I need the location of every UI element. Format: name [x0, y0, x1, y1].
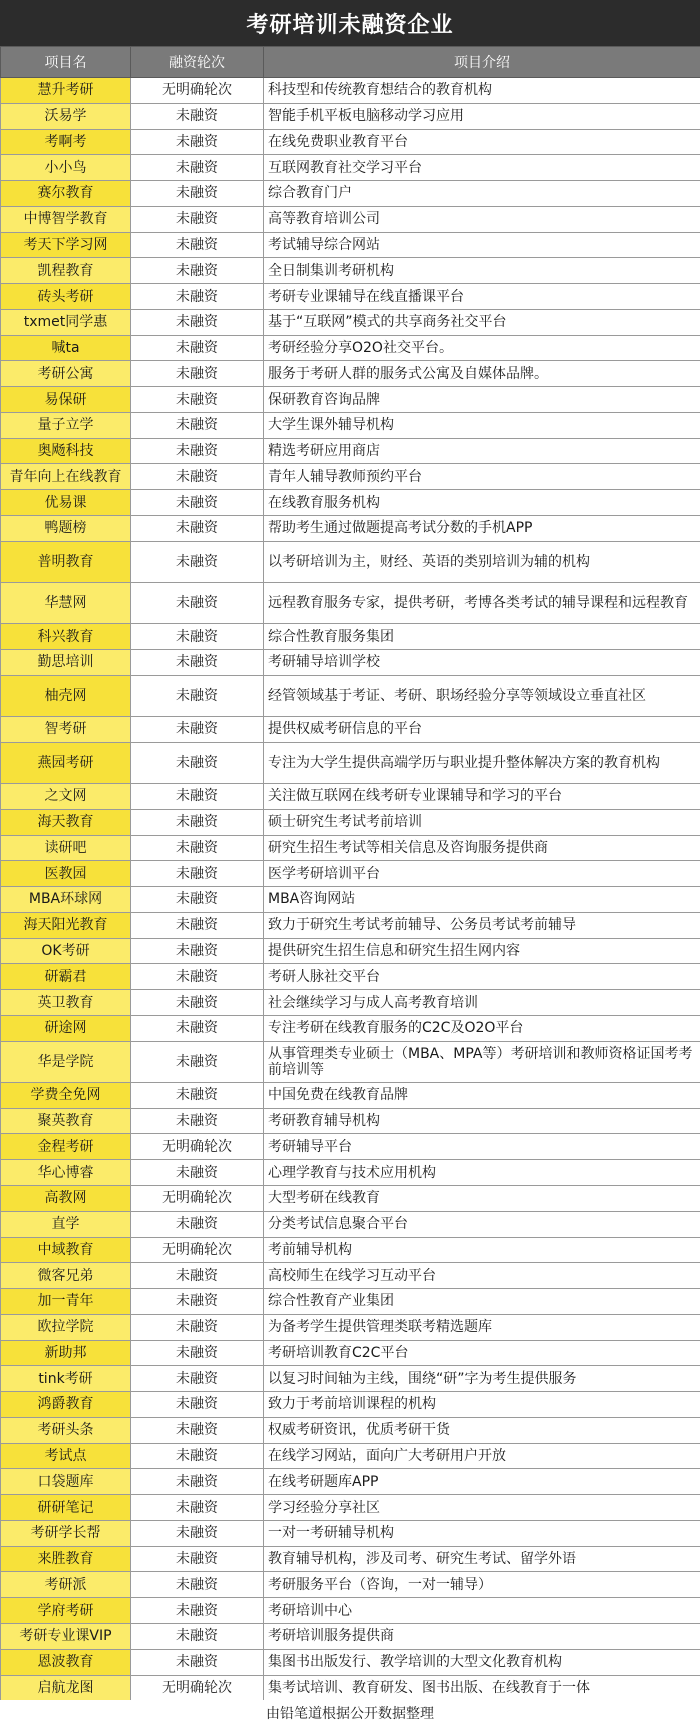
funding-round: 未融资 — [131, 335, 264, 361]
company-intro: 智能手机平板电脑移动学习应用 — [264, 103, 700, 129]
table-row — [1, 784, 700, 810]
company-intro: 在线学习网站，面向广大考研用户开放 — [264, 1443, 700, 1469]
funding-round: 未融资 — [131, 1417, 264, 1443]
table-row — [1, 438, 700, 464]
table-row — [1, 155, 700, 181]
funding-round: 未融资 — [131, 1495, 264, 1521]
funding-round: 未融资 — [131, 155, 264, 181]
funding-round: 未融资 — [131, 387, 264, 413]
funding-round: 未融资 — [131, 1108, 264, 1134]
company-intro: 考研人脉社交平台 — [264, 964, 700, 990]
company-name: 慧升考研 — [1, 78, 131, 104]
company-intro: 高校师生在线学习互动平台 — [264, 1263, 700, 1289]
funding-round: 无明确轮次 — [131, 78, 264, 104]
company-intro: 大学生课外辅导机构 — [264, 412, 700, 438]
company-name: 科兴教育 — [1, 624, 131, 650]
table-row — [1, 335, 700, 361]
company-intro: 考研辅导平台 — [264, 1134, 700, 1160]
company-intro: 考研教育辅导机构 — [264, 1108, 700, 1134]
funding-round: 未融资 — [131, 103, 264, 129]
company-name: 沃易学 — [1, 103, 131, 129]
table-row — [1, 1108, 700, 1134]
company-intro: 从事管理类专业硕士（MBA、MPA等）考研培训和教师资格证国考考前培训等 — [264, 1041, 700, 1082]
table-row — [1, 1572, 700, 1598]
table-row — [1, 1392, 700, 1418]
table-row — [1, 1134, 700, 1160]
company-name: 高教网 — [1, 1185, 131, 1211]
company-name: txmet同学惠 — [1, 309, 131, 335]
company-intro: 大型考研在线教育 — [264, 1185, 700, 1211]
company-intro: 考研专业课辅导在线直播课平台 — [264, 284, 700, 310]
table-row — [1, 464, 700, 490]
company-intro: 考研服务平台（咨询，一对一辅导） — [264, 1572, 700, 1598]
funding-round: 未融资 — [131, 650, 264, 676]
company-intro: 一对一考研辅导机构 — [264, 1520, 700, 1546]
table-row — [1, 1314, 700, 1340]
company-name: 考研派 — [1, 1572, 131, 1598]
funding-round: 未融资 — [131, 1546, 264, 1572]
company-intro: 精选考研应用商店 — [264, 438, 700, 464]
table-row — [1, 1366, 700, 1392]
company-name: 中域教育 — [1, 1237, 131, 1263]
table-row — [1, 912, 700, 938]
table-row — [1, 1160, 700, 1186]
funding-round: 未融资 — [131, 258, 264, 284]
table-row — [1, 541, 700, 582]
company-name: 华是学院 — [1, 1041, 131, 1082]
company-intro: 社会继续学习与成人高考教育培训 — [264, 990, 700, 1016]
table-row — [1, 1443, 700, 1469]
company-name: 海天阳光教育 — [1, 912, 131, 938]
table-row — [1, 1675, 700, 1701]
company-name: 华慧网 — [1, 583, 131, 624]
company-intro: 在线免费职业教育平台 — [264, 129, 700, 155]
table-row — [1, 809, 700, 835]
company-intro: 高等教育培训公司 — [264, 206, 700, 232]
company-intro: 为备考学生提供管理类联考精选题库 — [264, 1314, 700, 1340]
funding-round: 未融资 — [131, 1211, 264, 1237]
table-row — [1, 1082, 700, 1108]
company-intro: 以考研培训为主，财经、英语的类别培训为辅的机构 — [264, 541, 700, 582]
table-row — [1, 206, 700, 232]
funding-round: 未融资 — [131, 129, 264, 155]
company-name: 微客兄弟 — [1, 1263, 131, 1289]
funding-round: 未融资 — [131, 1160, 264, 1186]
company-table — [0, 46, 700, 1701]
funding-round: 未融资 — [131, 1015, 264, 1041]
table-row — [1, 1237, 700, 1263]
funding-round: 未融资 — [131, 1340, 264, 1366]
company-intro: 专注考研在线教育服务的C2C及O2O平台 — [264, 1015, 700, 1041]
table-row — [1, 675, 700, 716]
company-intro: 全日制集训考研机构 — [264, 258, 700, 284]
funding-round: 未融资 — [131, 675, 264, 716]
company-name: 学费全免网 — [1, 1082, 131, 1108]
company-intro: 医学考研培训平台 — [264, 861, 700, 887]
company-name: 新助邦 — [1, 1340, 131, 1366]
company-name: 加一青年 — [1, 1289, 131, 1315]
company-name: 恩波教育 — [1, 1649, 131, 1675]
company-name: 青年向上在线教育 — [1, 464, 131, 490]
funding-round: 未融资 — [131, 1598, 264, 1624]
funding-round: 未融资 — [131, 284, 264, 310]
company-intro: 考研培训服务提供商 — [264, 1623, 700, 1649]
table-row — [1, 129, 700, 155]
table-row — [1, 284, 700, 310]
company-name: tink考研 — [1, 1366, 131, 1392]
funding-round: 未融资 — [131, 1572, 264, 1598]
funding-round: 未融资 — [131, 206, 264, 232]
funding-round: 未融资 — [131, 1443, 264, 1469]
source-note: 由铅笔道根据公开数据整理 — [0, 1700, 700, 1725]
funding-round: 未融资 — [131, 624, 264, 650]
company-name: 学府考研 — [1, 1598, 131, 1624]
company-intro: 考研经验分享O2O社交平台。 — [264, 335, 700, 361]
table-row — [1, 938, 700, 964]
company-intro: 在线考研题库APP — [264, 1469, 700, 1495]
company-intro: 考研辅导培训学校 — [264, 650, 700, 676]
company-intro: 集考试培训、教育研发、图书出版、在线教育于一体 — [264, 1675, 700, 1701]
company-intro: 研究生招生考试等相关信息及咨询服务提供商 — [264, 835, 700, 861]
company-name: 燕园考研 — [1, 742, 131, 783]
company-name: 金程考研 — [1, 1134, 131, 1160]
company-name: 聚英教育 — [1, 1108, 131, 1134]
company-intro: 综合性教育产业集团 — [264, 1289, 700, 1315]
company-intro: 考研培训教育C2C平台 — [264, 1340, 700, 1366]
company-intro: 经管领域基于考证、考研、职场经验分享等领域设立垂直社区 — [264, 675, 700, 716]
funding-round: 未融资 — [131, 717, 264, 743]
company-intro: 互联网教育社交学习平台 — [264, 155, 700, 181]
company-name: OK考研 — [1, 938, 131, 964]
funding-round: 未融资 — [131, 1649, 264, 1675]
table-row — [1, 887, 700, 913]
company-name: 直学 — [1, 1211, 131, 1237]
funding-round: 未融资 — [131, 516, 264, 542]
table-row — [1, 1340, 700, 1366]
company-name: 之文网 — [1, 784, 131, 810]
table-row — [1, 181, 700, 207]
funding-round: 未融资 — [131, 361, 264, 387]
table-row — [1, 1598, 700, 1624]
table-row — [1, 387, 700, 413]
company-name: 砖头考研 — [1, 284, 131, 310]
funding-round: 未融资 — [131, 232, 264, 258]
table-row — [1, 1520, 700, 1546]
table-row — [1, 1041, 700, 1082]
funding-round: 未融资 — [131, 309, 264, 335]
company-name: 英卫教育 — [1, 990, 131, 1016]
table-row — [1, 861, 700, 887]
funding-round: 无明确轮次 — [131, 1675, 264, 1701]
company-intro: 专注为大学生提供高端学历与职业提升整体解决方案的教育机构 — [264, 742, 700, 783]
table-row — [1, 650, 700, 676]
company-name: 赛尔教育 — [1, 181, 131, 207]
table-row — [1, 1623, 700, 1649]
company-intro: 分类考试信息聚合平台 — [264, 1211, 700, 1237]
company-name: 研途网 — [1, 1015, 131, 1041]
company-name: 医教园 — [1, 861, 131, 887]
company-intro: 科技型和传统教育想结合的教育机构 — [264, 78, 700, 104]
table-row — [1, 1211, 700, 1237]
company-name: 考研头条 — [1, 1417, 131, 1443]
funding-round: 未融资 — [131, 1392, 264, 1418]
company-name: 考啊考 — [1, 129, 131, 155]
funding-round: 未融资 — [131, 490, 264, 516]
company-intro: 在线教育服务机构 — [264, 490, 700, 516]
table-row — [1, 742, 700, 783]
company-intro: 心理学教育与技术应用机构 — [264, 1160, 700, 1186]
funding-round: 未融资 — [131, 438, 264, 464]
funding-round: 未融资 — [131, 938, 264, 964]
table-row — [1, 964, 700, 990]
company-intro: 考研培训中心 — [264, 1598, 700, 1624]
company-name: 鸭题榜 — [1, 516, 131, 542]
funding-round: 未融资 — [131, 1623, 264, 1649]
funding-round: 未融资 — [131, 809, 264, 835]
company-name: 口袋题库 — [1, 1469, 131, 1495]
funding-round: 未融资 — [131, 1469, 264, 1495]
company-intro: 致力于研究生考试考前辅导、公务员考试考前辅导 — [264, 912, 700, 938]
funding-round: 未融资 — [131, 1314, 264, 1340]
table-row — [1, 412, 700, 438]
company-intro: 教育辅导机构，涉及司考、研究生考试、留学外语 — [264, 1546, 700, 1572]
company-name: 启航龙图 — [1, 1675, 131, 1701]
company-intro: 提供研究生招生信息和研究生招生网内容 — [264, 938, 700, 964]
funding-round: 未融资 — [131, 412, 264, 438]
company-name: 凯程教育 — [1, 258, 131, 284]
funding-round: 未融资 — [131, 742, 264, 783]
company-name: 鸿爵教育 — [1, 1392, 131, 1418]
funding-round: 未融资 — [131, 1289, 264, 1315]
table-row — [1, 258, 700, 284]
company-intro: 考前辅导机构 — [264, 1237, 700, 1263]
funding-round: 无明确轮次 — [131, 1134, 264, 1160]
table-row — [1, 361, 700, 387]
company-name: 勤思培训 — [1, 650, 131, 676]
funding-round: 未融资 — [131, 990, 264, 1016]
company-intro: 考试辅导综合网站 — [264, 232, 700, 258]
company-intro: 集图书出版发行、教学培训的大型文化教育机构 — [264, 1649, 700, 1675]
table-row — [1, 1263, 700, 1289]
company-name: 喊ta — [1, 335, 131, 361]
company-name: 量子立学 — [1, 412, 131, 438]
table-row — [1, 1015, 700, 1041]
company-intro: 保研教育咨询品牌 — [264, 387, 700, 413]
table-row — [1, 516, 700, 542]
company-name: 考天下学习网 — [1, 232, 131, 258]
company-intro: 以复习时间轴为主线，围绕“研”字为考生提供服务 — [264, 1366, 700, 1392]
funding-round: 未融资 — [131, 835, 264, 861]
table-body — [1, 78, 700, 1701]
company-name: 华心博睿 — [1, 1160, 131, 1186]
company-intro: 青年人辅导教师预约平台 — [264, 464, 700, 490]
company-name: 考研公寓 — [1, 361, 131, 387]
company-name: 考研学长帮 — [1, 1520, 131, 1546]
table-row — [1, 1649, 700, 1675]
company-name: 奥飏科技 — [1, 438, 131, 464]
company-intro: 中国免费在线教育品牌 — [264, 1082, 700, 1108]
company-intro: 学习经验分享社区 — [264, 1495, 700, 1521]
company-intro: 致力于考前培训课程的机构 — [264, 1392, 700, 1418]
company-name: 优易课 — [1, 490, 131, 516]
page-title: 考研培训未融资企业 — [0, 0, 700, 46]
funding-round: 未融资 — [131, 181, 264, 207]
funding-round: 未融资 — [131, 1366, 264, 1392]
table-row — [1, 232, 700, 258]
company-intro: 基于“互联网”模式的共享商务社交平台 — [264, 309, 700, 335]
company-intro: 权威考研资讯，优质考研干货 — [264, 1417, 700, 1443]
table-row — [1, 1546, 700, 1572]
funding-round: 未融资 — [131, 964, 264, 990]
table-row — [1, 583, 700, 624]
company-name: 读研吧 — [1, 835, 131, 861]
company-name: 考试点 — [1, 1443, 131, 1469]
company-intro: 综合性教育服务集团 — [264, 624, 700, 650]
company-intro: 提供权威考研信息的平台 — [264, 717, 700, 743]
company-intro: 硕士研究生考试考前培训 — [264, 809, 700, 835]
table-row — [1, 1469, 700, 1495]
company-name: MBA环球网 — [1, 887, 131, 913]
company-name: 中博智学教育 — [1, 206, 131, 232]
funding-round: 未融资 — [131, 1520, 264, 1546]
table-row — [1, 1289, 700, 1315]
company-intro: MBA咨询网站 — [264, 887, 700, 913]
funding-round: 未融资 — [131, 583, 264, 624]
company-name: 考研专业课VIP — [1, 1623, 131, 1649]
table-row — [1, 990, 700, 1016]
company-intro: 远程教育服务专家，提供考研，考博各类考试的辅导课程和远程教育 — [264, 583, 700, 624]
company-intro: 服务于考研人群的服务式公寓及自媒体品牌。 — [264, 361, 700, 387]
table-row — [1, 78, 700, 104]
table-row — [1, 717, 700, 743]
company-intro: 帮助考生通过做题提高考试分数的手机APP — [264, 516, 700, 542]
funding-round: 无明确轮次 — [131, 1237, 264, 1263]
company-intro: 综合教育门户 — [264, 181, 700, 207]
funding-round: 无明确轮次 — [131, 1185, 264, 1211]
funding-round: 未融资 — [131, 887, 264, 913]
funding-round: 未融资 — [131, 784, 264, 810]
company-name: 研研笔记 — [1, 1495, 131, 1521]
funding-round: 未融资 — [131, 912, 264, 938]
table-row — [1, 1495, 700, 1521]
header-intro: 项目介绍 — [264, 47, 700, 78]
funding-round: 未融资 — [131, 1082, 264, 1108]
header-row — [1, 47, 700, 78]
funding-round: 未融资 — [131, 861, 264, 887]
company-intro: 关注做互联网在线考研专业课辅导和学习的平台 — [264, 784, 700, 810]
company-name: 研霸君 — [1, 964, 131, 990]
company-name: 海天教育 — [1, 809, 131, 835]
table-row — [1, 490, 700, 516]
company-name: 普明教育 — [1, 541, 131, 582]
company-name: 欧拉学院 — [1, 1314, 131, 1340]
table-row — [1, 1185, 700, 1211]
header-name: 项目名 — [1, 47, 131, 78]
header-round: 融资轮次 — [131, 47, 264, 78]
company-name: 柚壳网 — [1, 675, 131, 716]
company-name: 易保研 — [1, 387, 131, 413]
funding-round: 未融资 — [131, 464, 264, 490]
table-row — [1, 624, 700, 650]
table-row — [1, 103, 700, 129]
table-row — [1, 1417, 700, 1443]
funding-round: 未融资 — [131, 1263, 264, 1289]
funding-round: 未融资 — [131, 1041, 264, 1082]
company-name: 小小鸟 — [1, 155, 131, 181]
company-name: 智考研 — [1, 717, 131, 743]
company-name: 来胜教育 — [1, 1546, 131, 1572]
table-row — [1, 835, 700, 861]
funding-round: 未融资 — [131, 541, 264, 582]
table-row — [1, 309, 700, 335]
